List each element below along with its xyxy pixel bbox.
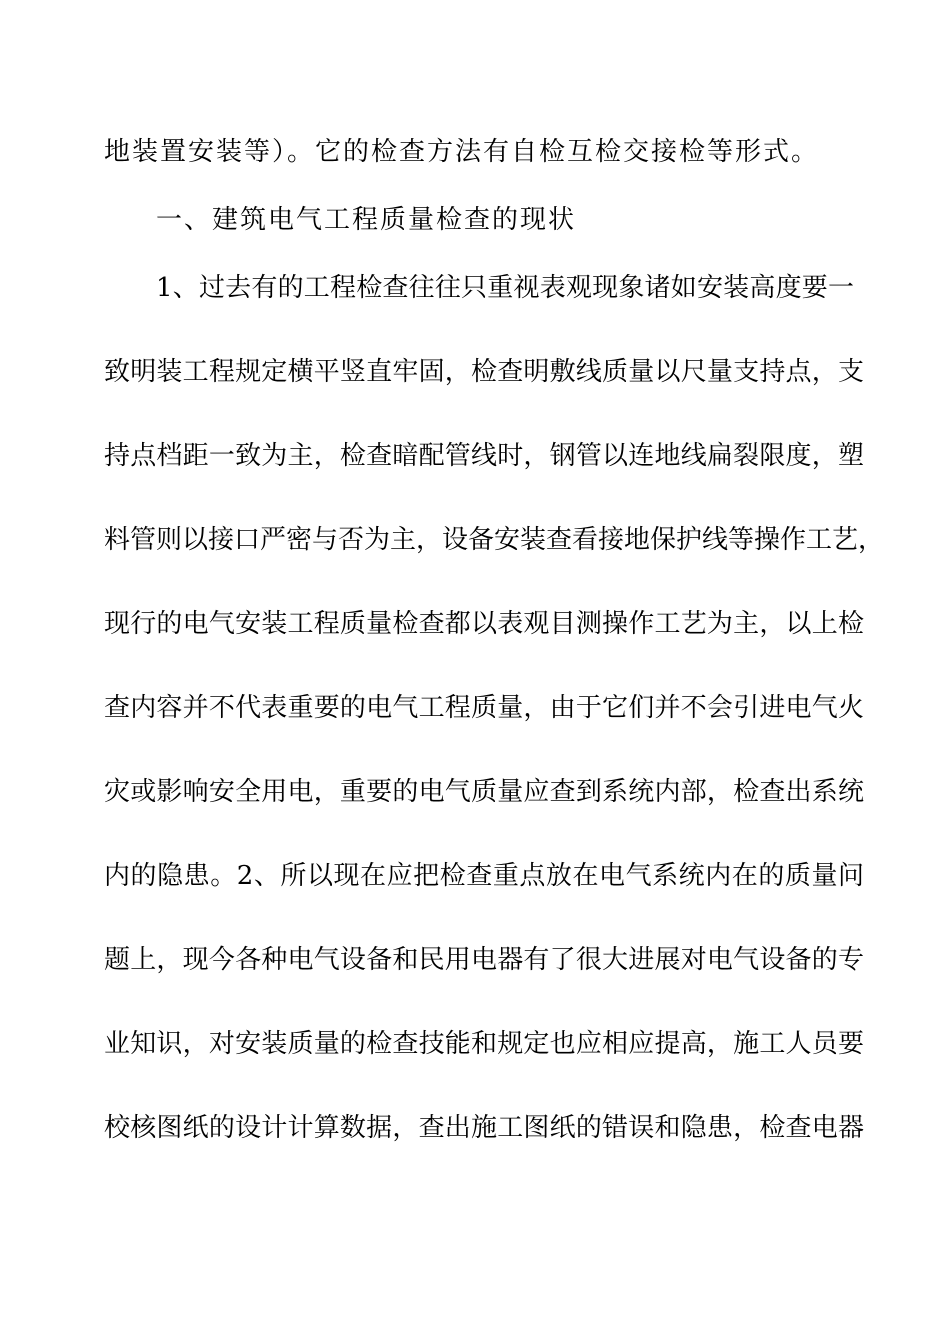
- text-line-1: 地装置安装等）。它的检查方法有自检互检交接检等形式。: [104, 137, 820, 167]
- text-line-3: 1、过去有的工程检查往往只重视表观现象诸如安装高度要一: [156, 273, 854, 303]
- text-line-9: 灾或影响安全用电，重要的电气质量应查到系统内部，检查出系统: [104, 777, 864, 807]
- text-line-6: 料管则以接口严密与否为主，设备安装查看接地保护线等操作工艺，: [104, 525, 885, 555]
- text-line-5: 持点档距一致为主，检查暗配管线时，钢管以连地线扁裂限度，塑: [104, 441, 864, 471]
- text-line-10: 内的隐患。2、所以现在应把检查重点放在电气系统内在的质量问: [104, 861, 864, 891]
- section-heading: 一、建筑电气工程质量检查的现状: [156, 205, 577, 235]
- text-line-8: 查内容并不代表重要的电气工程质量，由于它们并不会引进电气火: [104, 693, 864, 723]
- text-line-4: 致明装工程规定横平竖直牢固，检查明敷线质量以尺量支持点，支: [104, 357, 864, 387]
- text-line-11: 题上，现今各种电气设备和民用电器有了很大进展对电气设备的专: [104, 945, 864, 975]
- text-line-13: 校核图纸的设计计算数据，查出施工图纸的错误和隐患，检查电器: [104, 1113, 864, 1143]
- text-line-7: 现行的电气安装工程质量检查都以表观目测操作工艺为主，以上检: [104, 609, 864, 639]
- text-line-12: 业知识，对安装质量的检查技能和规定也应相应提高，施工人员要: [104, 1029, 864, 1059]
